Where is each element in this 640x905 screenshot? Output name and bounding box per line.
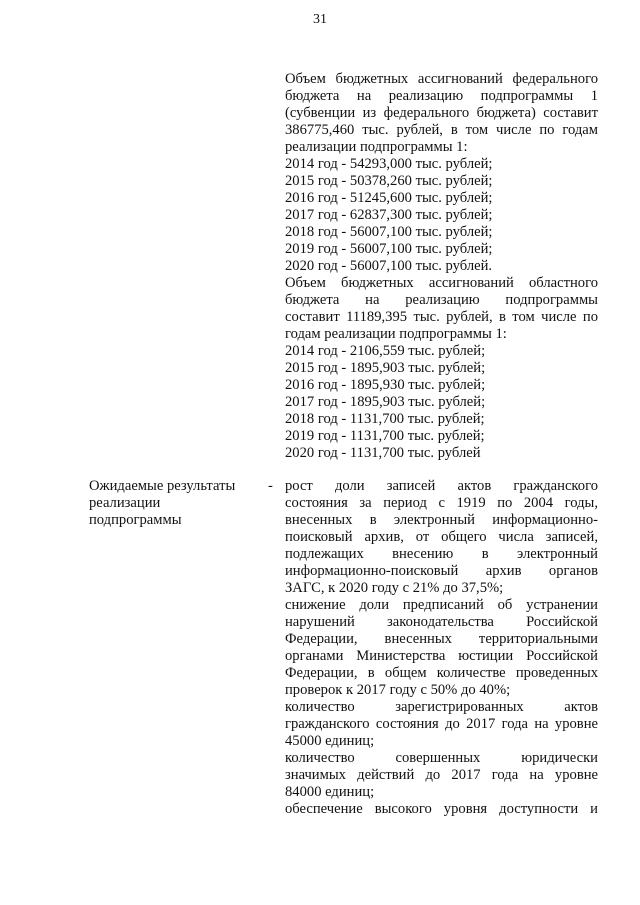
results-line: гражданского состояния до 2017 года на уровне: [285, 716, 598, 732]
regional-funding-line: составит 11189,395 тыс. рублей, в том числе по: [285, 309, 598, 325]
results-line: Федерации, внесенных территориальными: [285, 631, 598, 647]
results-line: значимых действий до 2017 года на уровне: [285, 767, 598, 783]
regional-year-line: 2015 год - 1895,903 тыс. рублей;: [285, 360, 486, 376]
results-line: нарушений законодательства Российской: [285, 614, 598, 630]
results-line: состояния за период с 1919 по 2004 годы,: [285, 495, 598, 511]
results-line: ЗАГС, к 2020 году с 21% до 37,5%;: [285, 580, 504, 596]
federal-year-line: 2019 год - 56007,100 тыс. рублей;: [285, 241, 493, 257]
federal-year-line: 2017 год - 62837,300 тыс. рублей;: [285, 207, 493, 223]
regional-year-line: 2018 год - 1131,700 тыс. рублей;: [285, 411, 485, 427]
regional-funding-line: годам реализации подпрограммы 1:: [285, 326, 507, 342]
page-number: 31: [313, 12, 327, 27]
results-line: подлежащих внесению в электронный: [285, 546, 598, 562]
label-line: подпрограммы: [89, 512, 182, 528]
label-dash: -: [268, 478, 273, 494]
results-line: рост доли записей актов гражданского: [285, 478, 598, 494]
results-line: Федерации, в общем количестве проведенных: [285, 665, 598, 681]
results-line: количество зарегистрированных актов: [285, 699, 598, 715]
regional-funding-line: Объем бюджетных ассигнований областного: [285, 275, 598, 291]
federal-funding-line: 386775,460 тыс. рублей, в том числе по годам: [285, 122, 598, 138]
results-line: 84000 единиц;: [285, 784, 375, 800]
results-line: внесенных в электронный информационно-: [285, 512, 598, 528]
results-line: снижение доли предписаний об устранении: [285, 597, 598, 613]
label-line: реализации: [89, 495, 161, 511]
results-line: поисковый архив, от общего числа записей,: [285, 529, 598, 545]
regional-year-line: 2019 год - 1131,700 тыс. рублей;: [285, 428, 485, 444]
regional-funding-line: бюджета на реализацию подпрограммы: [285, 292, 598, 308]
federal-year-line: 2015 год - 50378,260 тыс. рублей;: [285, 173, 493, 189]
regional-year-line: 2016 год - 1895,930 тыс. рублей;: [285, 377, 486, 393]
federal-funding-line: Объем бюджетных ассигнований федерального: [285, 71, 598, 87]
regional-year-line: 2017 год - 1895,903 тыс. рублей;: [285, 394, 486, 410]
expected-results-label: [89, 478, 259, 529]
results-line: информационно-поисковый архив органов: [285, 563, 598, 579]
federal-funding-line: реализации подпрограммы 1:: [285, 139, 468, 155]
regional-year-line: 2020 год - 1131,700 тыс. рублей: [285, 445, 481, 461]
results-line: количество совершенных юридически: [285, 750, 598, 766]
results-line: обеспечение высокого уровня доступности и: [285, 801, 598, 817]
regional-year-line: 2014 год - 2106,559 тыс. рублей;: [285, 343, 486, 359]
label-line: Ожидаемые результаты: [89, 478, 236, 494]
federal-funding-line: бюджета на реализацию подпрограммы 1: [285, 88, 598, 104]
results-line: органами Министерства юстиции Российской: [285, 648, 598, 664]
federal-year-line: 2016 год - 51245,600 тыс. рублей;: [285, 190, 493, 206]
federal-funding-line: (субвенции из федерального бюджета) составит: [285, 105, 598, 121]
federal-year-line: 2020 год - 56007,100 тыс. рублей.: [285, 258, 493, 274]
federal-year-line: 2018 год - 56007,100 тыс. рублей;: [285, 224, 493, 240]
federal-year-line: 2014 год - 54293,000 тыс. рублей;: [285, 156, 493, 172]
results-line: 45000 единиц;: [285, 733, 375, 749]
results-line: проверок к 2017 году с 50% до 40%;: [285, 682, 511, 698]
